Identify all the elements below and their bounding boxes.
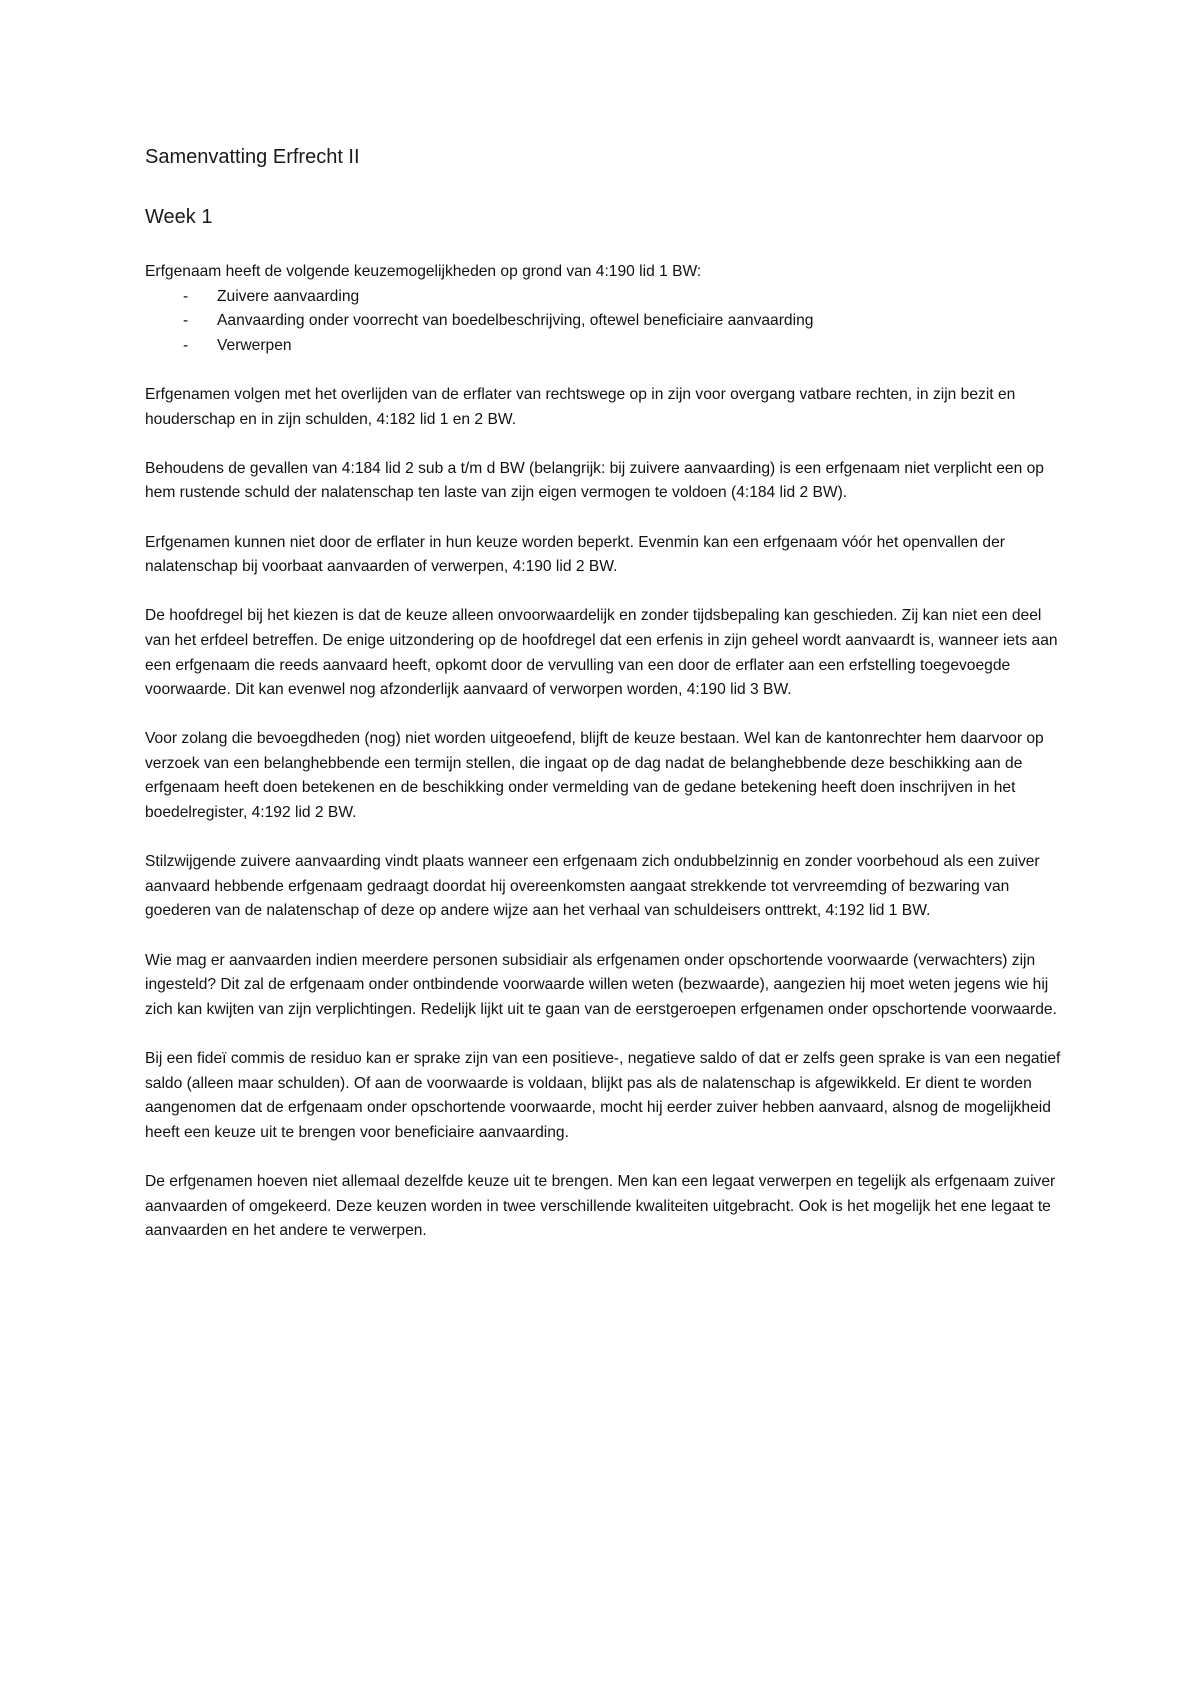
document-page — [145, 143, 1065, 1268]
document-title: Samenvatting Erfrecht II — [145, 146, 360, 168]
bullet-dash: - — [183, 287, 189, 305]
paragraph-schulden: Behoudens de gevallen van 4:184 lid 2 sub a t/m d BW (belangrijk: bij zuivere aanvaarding) is een erfgenaam niet verplicht een op hem rustende schuld der nalatenschap ten laste van zijn eigen vermogen te voldoen (4:184 lid 2 BW). — [145, 459, 1044, 502]
list-item — [145, 285, 1065, 310]
list-item — [145, 334, 1065, 359]
bullet-dash: - — [183, 336, 189, 354]
bullet-dash: - — [183, 312, 189, 330]
intro-paragraph: Erfgenaam heeft de volgende keuzemogelijkheden op grond van 4:190 lid 1 BW: — [145, 263, 702, 280]
option-text: Zuivere aanvaarding — [217, 287, 360, 305]
paragraph-verwachters: Wie mag er aanvaarden indien meerdere personen subsidiair als erfgenamen onder opschortende voorwaarde (verwachters) zijn ingesteld? Dit zal de erfgenaam onder ontbindende voorwaarde willen weten (bezwaarde), aangezien hij moet weten jegens wie hij zich kan kwijten van zijn verplichtingen. Redelijk lijkt uit te gaan van de eerstgeroepen erfgenamen onder opschortende voorwaarde. — [145, 951, 1057, 1018]
paragraph-opvolging: Erfgenamen volgen met het overlijden van de erflater van rechtswege op in zijn voor overgang vatbare rechten, in zijn bezit en houderschap en in zijn schulden, 4:182 lid 1 en 2 BW. — [145, 385, 1016, 428]
paragraph-termijn: Voor zolang die bevoegdheden (nog) niet worden uitgeoefend, blijft de keuze bestaan. Wel kan de kantonrechter hem daarvoor op verzoek van een belanghebbende een termijn stellen, die ingaat op de dag nadat de belanghebbende deze beschikking aan de erfgenaam heeft doen betekenen en de beschikking onder vermelding van de gedane betekening heeft doen inschrijven in het boedelregister, 4:192 lid 2 BW. — [145, 730, 1044, 822]
paragraph-legaat: De erfgenamen hoeven niet allemaal dezelfde keuze uit te brengen. Men kan een legaat verwerpen en tegelijk als erfgenaam zuiver aanvaarden of omgekeerd. Deze keuzen worden in twee verschillende kwaliteiten uitgebracht. Ook is het mogelijk het ene legaat te aanvaarden en het andere te verwerpen. — [145, 1172, 1056, 1240]
option-text: Aanvaarding onder voorrecht van boedelbeschrijving, oftewel beneficiaire aanvaarding — [217, 312, 814, 330]
week-heading: Week 1 — [145, 206, 213, 228]
option-text: Verwerpen — [217, 336, 292, 354]
options-list — [145, 285, 1065, 359]
paragraph-fideicommis: Bij een fideï commis de residuo kan er sprake zijn van een positieve-, negatieve saldo of dat er zelfs geen sprake is van een negatief saldo (alleen maar schulden). Of aan de voorwaarde is voldaan, blijkt pas als de nalatenschap is afgewikkeld. Er dient te worden aangenomen dat de erfgenaam onder opschortende voorwaarde, mocht hij eerder zuiver hebben aanvaard, alsnog de mogelijkheid heeft een keuze uit te brengen voor beneficiaire aanvaarding. — [145, 1050, 1061, 1141]
paragraph-keuze-beperking: Erfgenamen kunnen niet door de erflater in hun keuze worden beperkt. Evenmin kan een erfgenaam vóór het openvallen der nalatenschap bij voorbaat aanvaarden of verwerpen, 4:190 lid 2 BW. — [145, 533, 1005, 576]
paragraph-hoofdregel: De hoofdregel bij het kiezen is dat de keuze alleen onvoorwaardelijk en zonder tijdsbepaling kan geschieden. Zij kan niet een deel van het erfdeel betreffen. De enige uitzondering op de hoofdregel dat een erfenis in zijn geheel wordt aanvaardt is, wanneer iets aan een erfgenaam die reeds aanvaard heeft, opkomt door de vervulling van een door de erflater aan een erfstelling toegevoegde voorwaarde. Dit kan evenwel nog afzonderlijk aanvaard of verworpen worden, 4:190 lid 3 BW. — [145, 607, 1058, 699]
list-item — [145, 309, 1065, 334]
paragraph-stilzwijgend: Stilzwijgende zuivere aanvaarding vindt plaats wanneer een erfgenaam zich ondubbelzinnig en zonder voorbehoud als een zuiver aanvaard hebbende erfgenaam gedraagt doordat hij overeenkomsten aangaat strekkende tot vervreemding of bezwaring van goederen van de nalatenschap of deze op andere wijze aan het verhaal van schuldeisers onttrekt, 4:192 lid 1 BW. — [145, 853, 1040, 920]
